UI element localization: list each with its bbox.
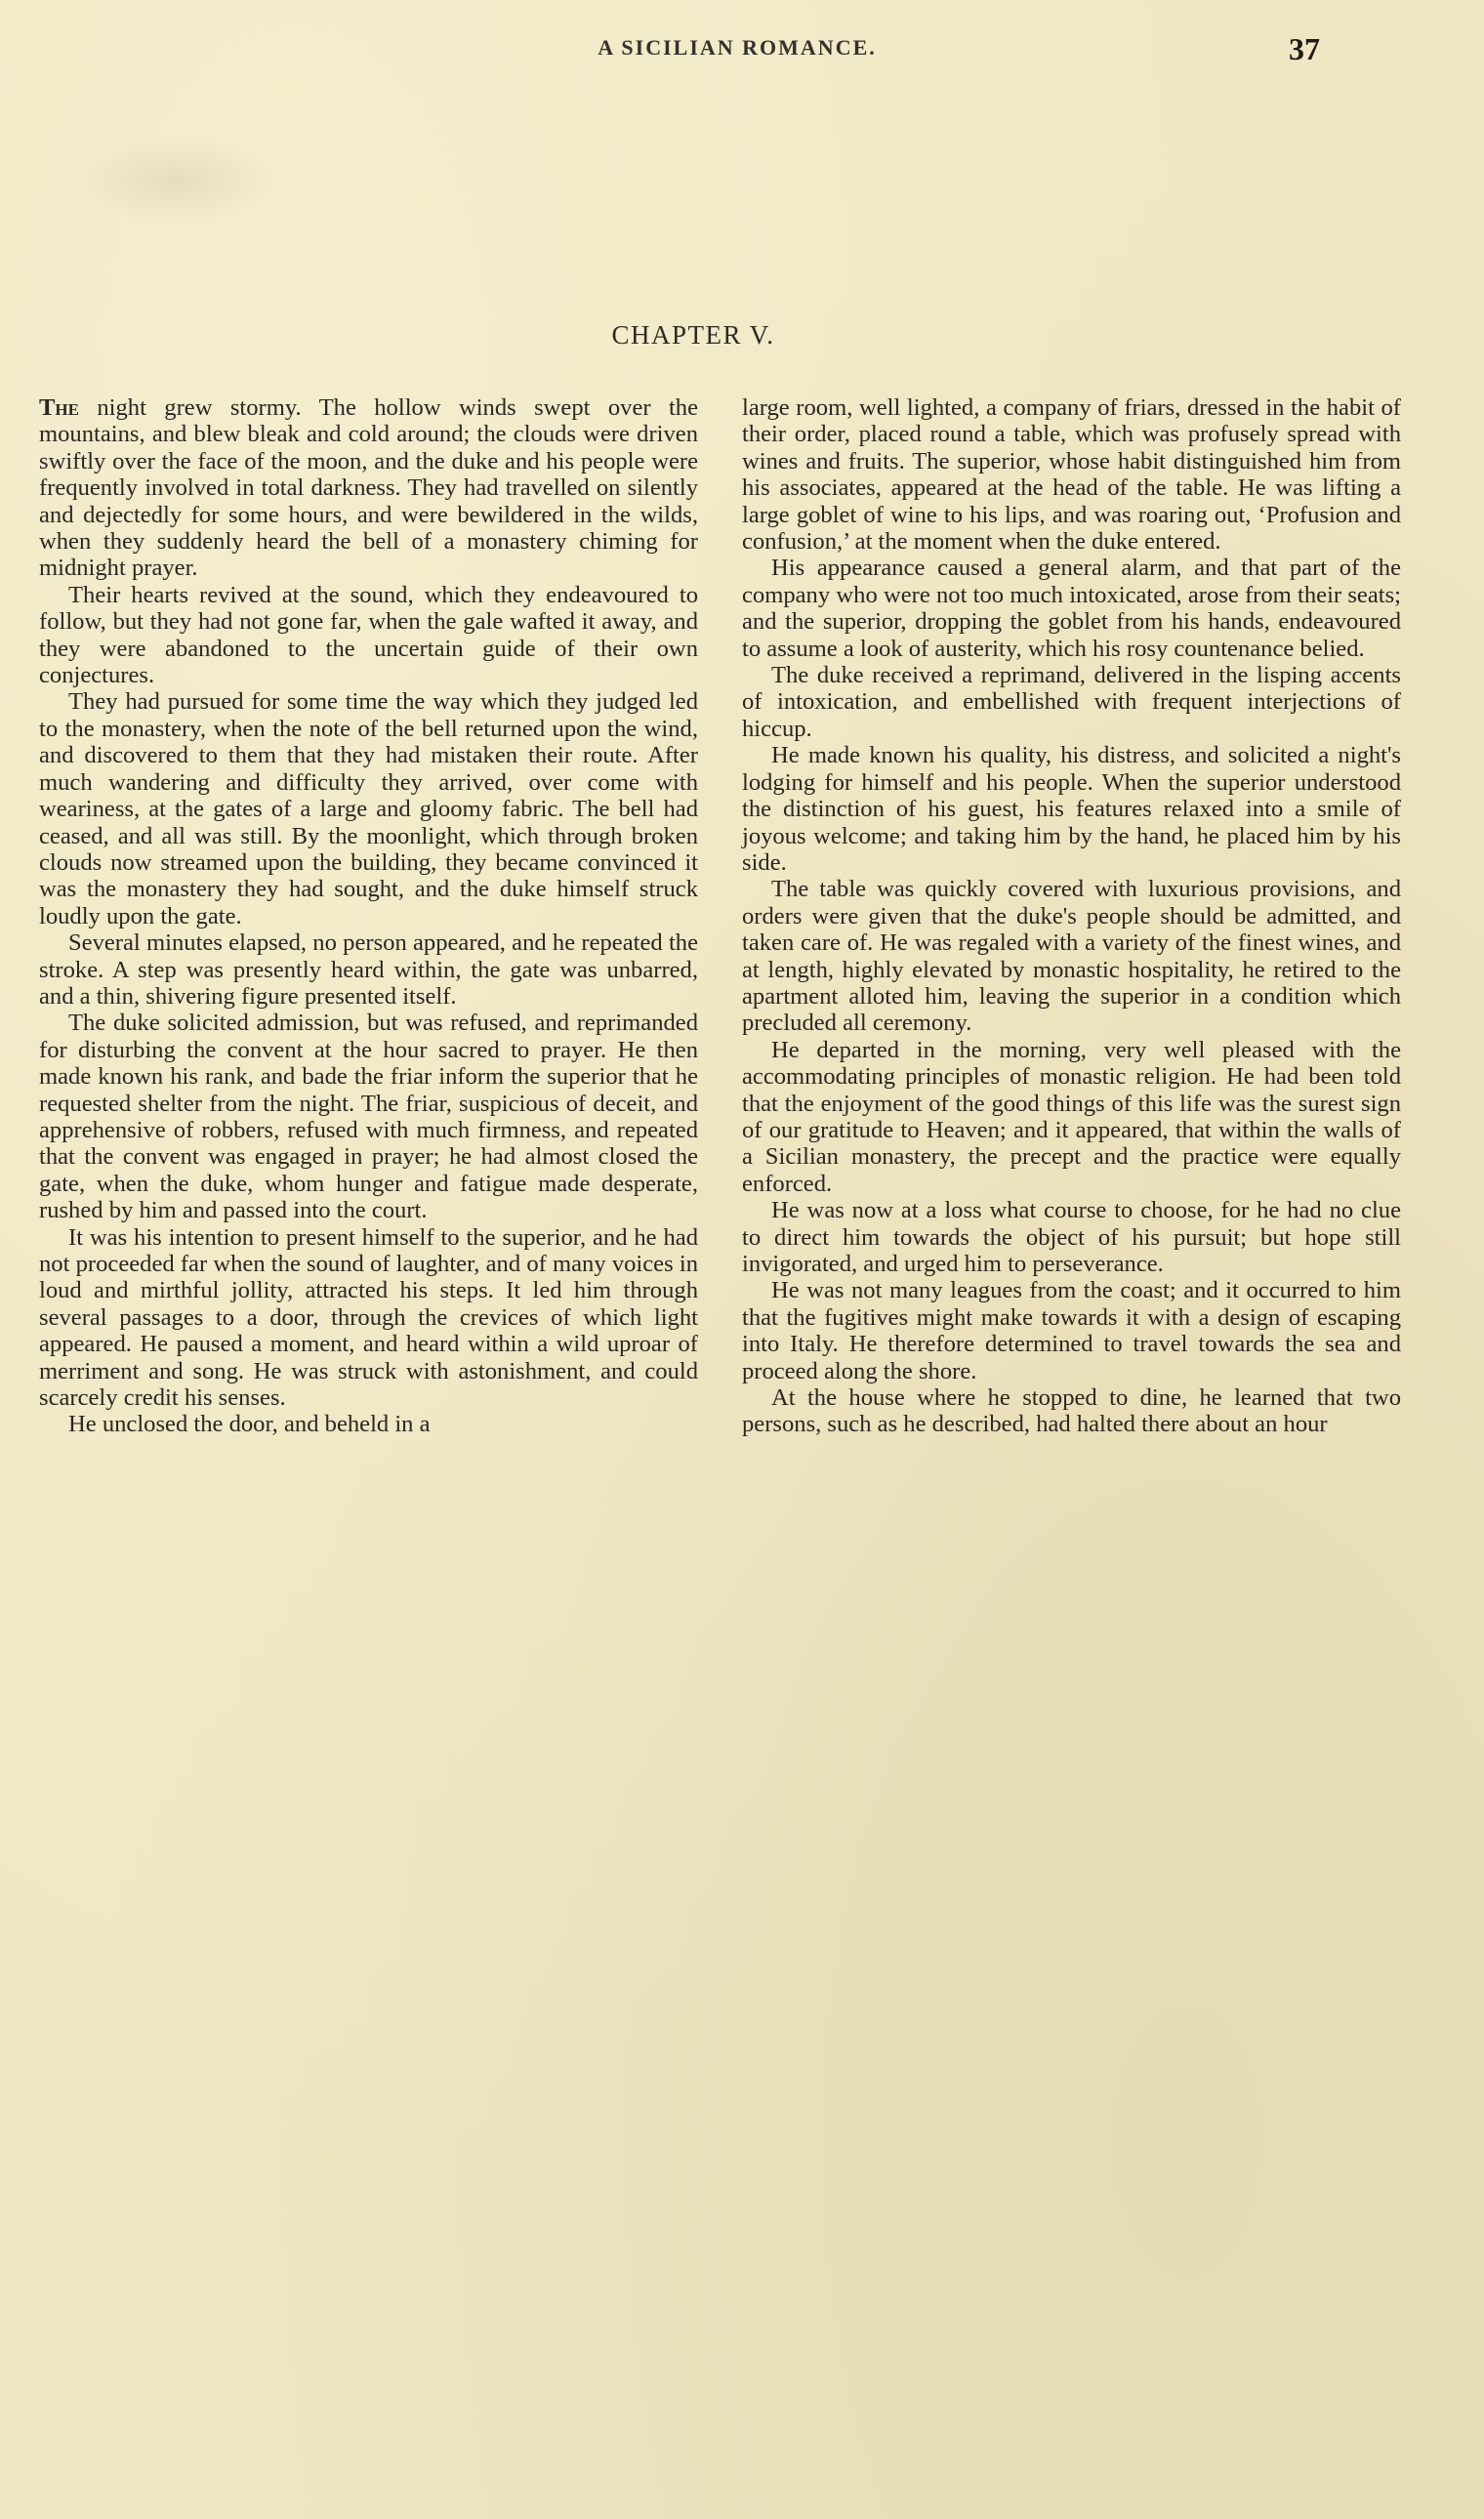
page-number: 37 bbox=[1289, 31, 1320, 66]
left-column bbox=[39, 394, 698, 1438]
running-title: A SICILIAN ROMANCE. bbox=[598, 35, 877, 60]
paragraph: He made known his quality, his distress, and solicited a night's lodging for himself and his people. When the superior understood the distinction of his guest, his features relaxed into a smile of joyous welcome; and taking him by the hand, he placed him by his side. bbox=[742, 742, 1401, 876]
paragraph: The duke solicited admission, but was refused, and reprimanded for disturbing the convent at the hour sacred to prayer. He then made known his rank, and bade the friar inform the superior that he requested shelter from the night. The friar, suspicious of deceit, and apprehensive of robbers, refused with much firmness, and repeated that the convent was engaged in prayer; he had almost closed the gate, when the duke, whom hunger and fatigue made desperate, rushed by him and passed into the court. bbox=[39, 1010, 698, 1224]
paragraph bbox=[39, 394, 698, 582]
paragraph: His appearance caused a general alarm, and that part of the company who were not too much intoxicated, arose from their seats; and the superior, dropping the goblet from his hands, endeavoured to assume a look of austerity, which his rosy countenance belied. bbox=[742, 555, 1401, 662]
paragraph: He departed in the morning, very well pleased with the accommodating principles of monastic religion. He had been told that the enjoyment of the good things of this life was the surest sign of our gratitude to Heaven; and it appeared, that within the walls of a Sicilian monastery, the precept and the practice were equally enforced. bbox=[742, 1036, 1401, 1197]
paragraph: At the house where he stopped to dine, he learned that two persons, such as he described, had halted there about an hour bbox=[742, 1384, 1401, 1438]
paragraph-continued: large room, well lighted, a company of friars, dressed in the habit of their order, placed round a table, which was profusely spread with wines and fruits. The superior, whose habit distinguished him from his associates, appeared at the head of the table. He was lifting a large goblet of wine to his lips, and was roaring out, ‘Profusion and confusion,’ at the moment when the duke entered. bbox=[742, 394, 1401, 556]
paragraph: Several minutes elapsed, no person appeared, and he repeated the stroke. A step was presently heard within, the gate was unbarred, and a thin, shivering figure presented itself. bbox=[39, 929, 698, 1010]
paragraph-text: night grew stormy. The hollow winds swept over the mountains, and blew bleak and cold around; the clouds were driven swiftly over the face of the moon, and the duke and his people were frequently involved in total darkness. They had travelled on silently and dejectedly for some hours, and were bewildered in the wilds, when they suddenly heard the bell of a monastery chiming for midnight prayer. bbox=[39, 394, 698, 582]
page-smudge bbox=[78, 137, 273, 225]
paragraph: They had pursued for some time the way which they judged led to the monastery, when the note of the bell returned upon the wind, and discovered to them that they had mistaken their route. After much wandering and difficulty they arrived, over come with weariness, at the gates of a large and gloomy fabric. The bell had ceased, and all was still. By the moonlight, which through broken clouds now streamed upon the building, they became convinced it was the monastery they had sought, and the duke himself struck loudly upon the gate. bbox=[39, 688, 698, 929]
right-column bbox=[742, 394, 1401, 1438]
paragraph-lead-word: The bbox=[39, 394, 79, 421]
paragraph: He was not many leagues from the coast; and it occurred to him that the fugitives might make towards it with a design of escaping into Italy. He therefore determined to travel towards the sea and proceed along the shore. bbox=[742, 1277, 1401, 1384]
paragraph: Their hearts revived at the sound, which they endeavoured to follow, but they had not gone far, when the gale wafted it away, and they were abandoned to the uncertain guide of their own conjectures. bbox=[39, 581, 698, 689]
paragraph: He unclosed the door, and beheld in a bbox=[68, 1411, 431, 1438]
chapter-heading: CHAPTER V. bbox=[611, 320, 775, 350]
paragraph: The table was quickly covered with luxurious provisions, and orders were given that the duke's people should be admitted, and taken care of. He was regaled with a variety of the finest wines, and at length, highly elevated by monastic hospitality, he retired to the apartment alloted him, leaving the superior in a condition which precluded all ceremony. bbox=[742, 876, 1401, 1037]
paragraph: The duke received a reprimand, delivered in the lisping accents of intoxication, and embellished with frequent interjections of hiccup. bbox=[742, 662, 1401, 742]
paragraph: He was now at a loss what course to choose, for he had no clue to direct him towards the object of his pursuit; but hope still invigorated, and urged him to perseverance. bbox=[742, 1197, 1401, 1277]
paragraph: It was his intention to present himself to the superior, and he had not proceeded far when the sound of laughter, and of many voices in loud and mirthful jollity, attracted his steps. It led him through several passages to a door, through the crevices of which light appeared. He paused a moment, and heard within a wild uproar of merriment and song. He was struck with astonishment, and could scarcely credit his senses. bbox=[39, 1223, 698, 1412]
running-head bbox=[0, 31, 1484, 74]
